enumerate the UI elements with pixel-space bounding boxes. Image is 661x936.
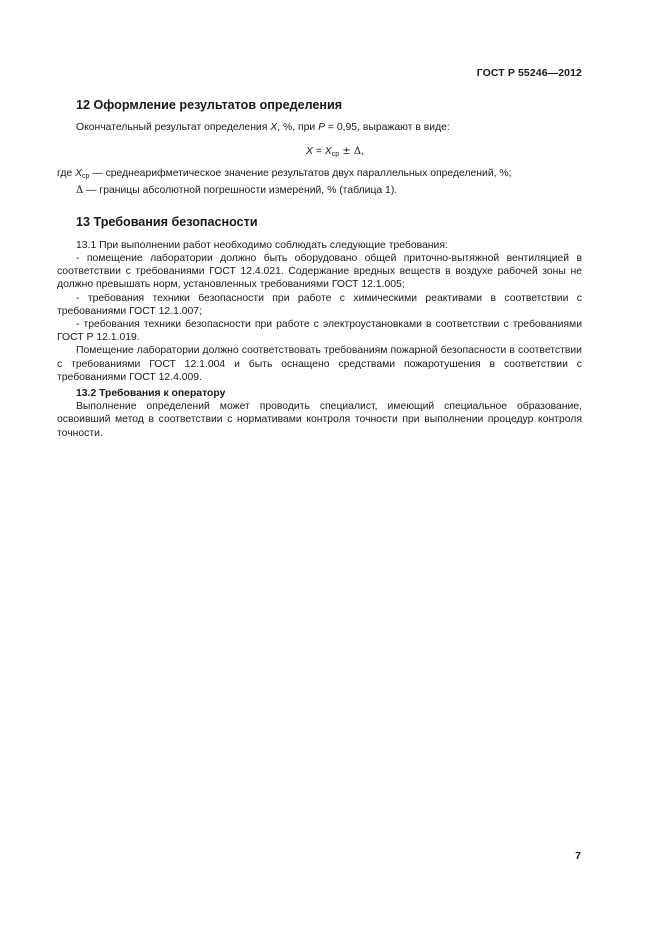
paragraph-fire-safety: Помещение лаборатории должно соответствовать требованиям пожарной безопасности в соответствии с требованиями ГОСТ 12.1.004 и быть оснащено средствами пожаротушения в соответствии с требованиями ГОСТ 12.4.009. <box>57 345 582 383</box>
paragraph-13-1: 13.1 При выполнении работ необходимо соблюдать следующие требования: <box>76 239 448 251</box>
paragraph-operator: Выполнение определений может проводить специалист, имеющий специальное образование, освоивший метод в соответствии с нормативами контроля точности при выполнении процедур контроля точности. <box>57 401 582 439</box>
section-12 <box>57 97 582 197</box>
where-var-x: X <box>75 168 82 180</box>
intro-text-1: Окончательный результат определения <box>76 122 271 133</box>
formula-delta: Δ <box>353 146 362 158</box>
section-12-intro <box>76 121 582 134</box>
where-line-2 <box>76 184 582 197</box>
result-formula <box>76 145 582 161</box>
formula-end: , <box>361 146 364 158</box>
where-line-1 <box>57 167 582 183</box>
where-text: — среднеарифметическое значение результатов двух параллельных определений, %; <box>89 168 512 180</box>
paragraph-chemical: - требования техники безопасности при работе с химическими реактивами в соответствии с требованиями ГОСТ 12.1.007; <box>57 292 582 317</box>
formula-xcp: X <box>324 146 332 158</box>
page-number: 7 <box>575 850 581 862</box>
formula-x: X <box>306 146 313 158</box>
formula-eq: = <box>312 146 325 158</box>
intro-text-2: , %, при <box>277 122 319 133</box>
subsection-13-2-title: 13.2 Требования к оператору <box>76 388 226 400</box>
document-code: ГОСТ Р 55246—2012 <box>476 67 582 79</box>
section-12-title: 12 Оформление результатов определения <box>76 98 343 112</box>
paragraph-electrical: - требования техники безопасности при работе с электроустановками в соответствии с требованиями ГОСТ Р 12.1.019. <box>57 319 582 344</box>
where-prefix: где <box>57 168 76 180</box>
intro-var-x: X <box>270 122 278 133</box>
delta-symbol: Δ <box>76 184 84 196</box>
intro-text-3: = 0,95, выражают в виде: <box>325 122 450 133</box>
section-13-title: 13 Требования безопасности <box>76 214 258 229</box>
formula-sub: ср <box>331 151 340 159</box>
paragraph-ventilation: - помещение лаборатории должно быть оборудовано общей приточно-вытяжной вентиляцией в соответствии с требованиями ГОСТ 12.4.021. Содержание вредных веществ в воздухе рабочей зоны не должно превышать норм, установленных требованиями ГОСТ 12.1.005; <box>57 253 582 291</box>
delta-text: — границы абсолютной погрешности измерений, % (таблица 1). <box>83 184 398 196</box>
intro-var-p: P <box>318 122 326 133</box>
section-13 <box>57 214 582 440</box>
document-body <box>57 97 582 440</box>
where-sub: ср <box>82 173 90 181</box>
formula-pm: ± <box>339 146 354 158</box>
